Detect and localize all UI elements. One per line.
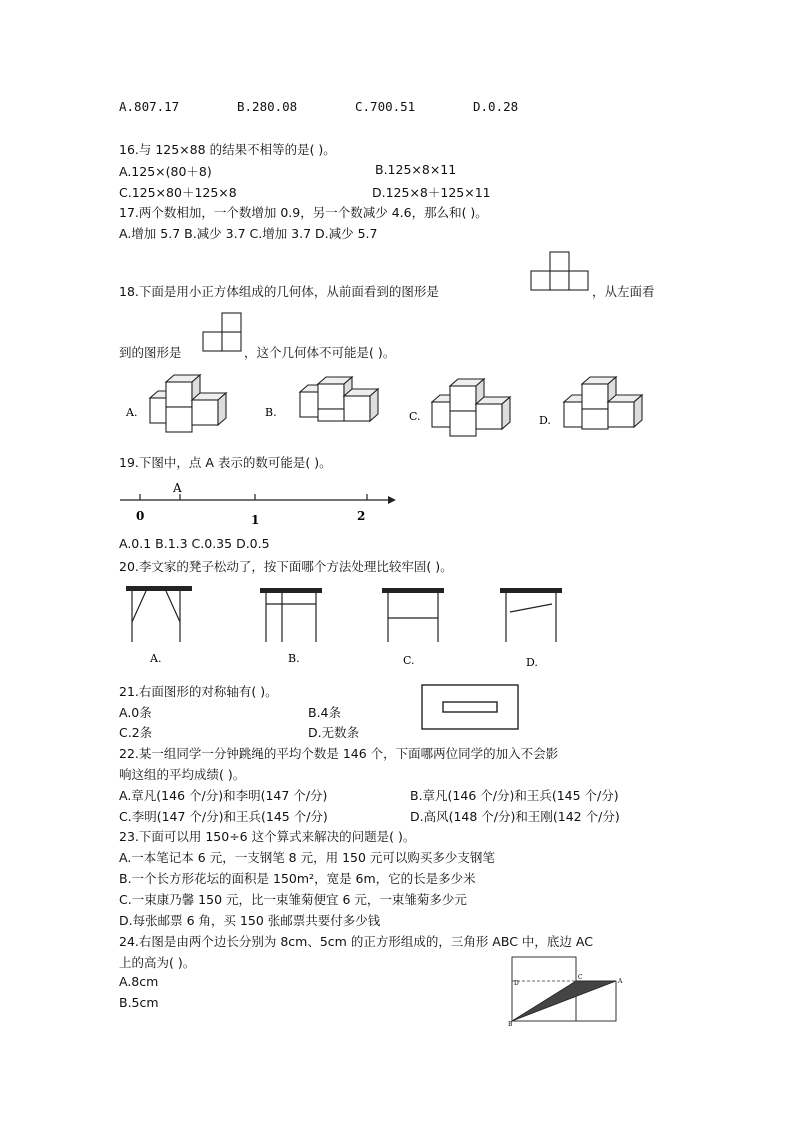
q17-options: A.增加 5.7 B.减少 3.7 C.增加 3.7 D.减少 5.7 xyxy=(119,226,378,241)
q23-option-d: D.每张邮票 6 角，买 150 张邮票共要付多少钱 xyxy=(119,913,381,928)
svg-text:A.: A. xyxy=(150,652,162,665)
q16-option-d: D.125×8＋125×11 xyxy=(372,185,491,200)
q19-tick-1: 1 xyxy=(251,513,260,527)
q20-stem: 20.李文家的凳子松动了，按下面哪个方法处理比较牢固( )。 xyxy=(119,559,453,574)
q21-option-c: C.2条 xyxy=(119,725,153,740)
q19-number-line xyxy=(120,478,400,528)
q23-option-b: B.一个长方形花坛的面积是 150m²，宽是 6m，它的长是多少米 xyxy=(119,871,476,886)
q23-stem: 23.下面可以用 150÷6 这个算式来解决的问题是( )。 xyxy=(119,829,416,844)
q18-stem-d: ，这个几何体不可能是( )。 xyxy=(244,345,396,360)
q22-stem-line2: 响这组的平均成绩( )。 xyxy=(119,767,246,782)
q18-option-a-figure xyxy=(150,375,226,432)
q18-label-c: C. xyxy=(409,410,421,423)
q19-tick-0: 0 xyxy=(136,509,145,523)
q15-option-a: A.807.17 xyxy=(119,99,180,114)
q18-option-d-figure xyxy=(564,377,642,429)
q18-left-view-figure xyxy=(202,313,244,353)
q20-stool-d xyxy=(500,588,562,669)
q21-option-d: D.无数条 xyxy=(308,725,360,740)
q18-stem-b: ，从左面看 xyxy=(592,284,655,299)
q17-stem: 17.两个数相加，一个数增加 0.9，另一个数减少 4.6，那么和( )。 xyxy=(119,205,488,220)
q18-option-figures xyxy=(120,372,660,442)
q16-option-b: B.125×8×11 xyxy=(375,162,457,177)
q24-option-b: B.5cm xyxy=(119,995,159,1010)
q22-option-a: A.章凡(146 个/分)和李明(147 个/分) xyxy=(119,788,328,803)
q19-options: A.0.1 B.1.3 C.0.35 D.0.5 xyxy=(119,536,270,551)
q16-option-c: C.125×80＋125×8 xyxy=(119,185,237,200)
q18-label-d: D. xyxy=(539,414,551,427)
q22-option-d: D.高风(148 个/分)和王刚(142 个/分) xyxy=(410,809,620,824)
q22-stem-line1: 22.某一组同学一分钟跳绳的平均个数是 146 个，下面哪两位同学的加入不会影 xyxy=(119,746,559,761)
q21-option-a: A.0条 xyxy=(119,705,152,720)
q24-stem-line1: 24.右图是由两个边长分别为 8cm、5cm 的正方形组成的，三角形 ABC 中，底边 AC xyxy=(119,934,593,949)
q23-option-a: A.一本笔记本 6 元，一支钢笔 8 元，用 150 元可以购买多少支钢笔 xyxy=(119,850,495,865)
q18-label-a: A. xyxy=(126,406,138,419)
q21-option-b: B.4条 xyxy=(308,705,342,720)
q18-option-c-figure xyxy=(432,379,510,436)
q22-option-c: C.李明(147 个/分)和王兵(145 个/分) xyxy=(119,809,328,824)
q18-label-b: B. xyxy=(265,406,277,419)
q22-option-b: B.章凡(146 个/分)和王兵(145 个/分) xyxy=(410,788,619,803)
q23-option-c: C.一束康乃馨 150 元，比一束雏菊便宜 6 元，一束雏菊多少元 xyxy=(119,892,467,907)
q24-stem-line2: 上的高为( )。 xyxy=(119,955,196,970)
svg-text:B.: B. xyxy=(288,652,300,665)
q18-stem-c: 到的图形是 xyxy=(119,345,182,360)
q18-stem-a: 18.下面是用小正方体组成的几何体，从前面看到的图形是 xyxy=(119,284,439,299)
q24-label-a: A xyxy=(618,978,623,985)
q24-option-a: A.8cm xyxy=(119,974,159,989)
q18-front-view-figure xyxy=(530,250,590,292)
q24-label-b: B xyxy=(508,1021,513,1028)
q20-stool-b xyxy=(260,588,322,665)
q21-stem: 21.右面图形的对称轴有( )。 xyxy=(119,684,278,699)
q19-tick-2: 2 xyxy=(357,509,366,523)
q24-label-d: D xyxy=(514,980,519,987)
q18-option-b-figure xyxy=(300,377,378,421)
svg-text:D.: D. xyxy=(526,656,538,669)
q24-squares-figure xyxy=(508,955,626,1027)
q24-label-c: C xyxy=(578,974,583,981)
q16-option-a: A.125×(80＋8) xyxy=(119,164,212,179)
q15-option-d: D.0.28 xyxy=(473,99,519,114)
q19-stem: 19.下图中，点 A 表示的数可能是( )。 xyxy=(119,455,332,470)
q20-stool-figures xyxy=(120,582,580,672)
q21-rectangle-figure xyxy=(421,684,521,732)
q15-option-c: C.700.51 xyxy=(355,99,416,114)
q19-point-label: A xyxy=(173,481,182,495)
svg-text:C.: C. xyxy=(403,654,415,667)
q20-stool-c xyxy=(382,588,444,667)
q16-stem: 16.与 125×88 的结果不相等的是( )。 xyxy=(119,142,336,157)
q15-option-b: B.280.08 xyxy=(237,99,298,114)
q20-stool-a xyxy=(126,586,192,665)
